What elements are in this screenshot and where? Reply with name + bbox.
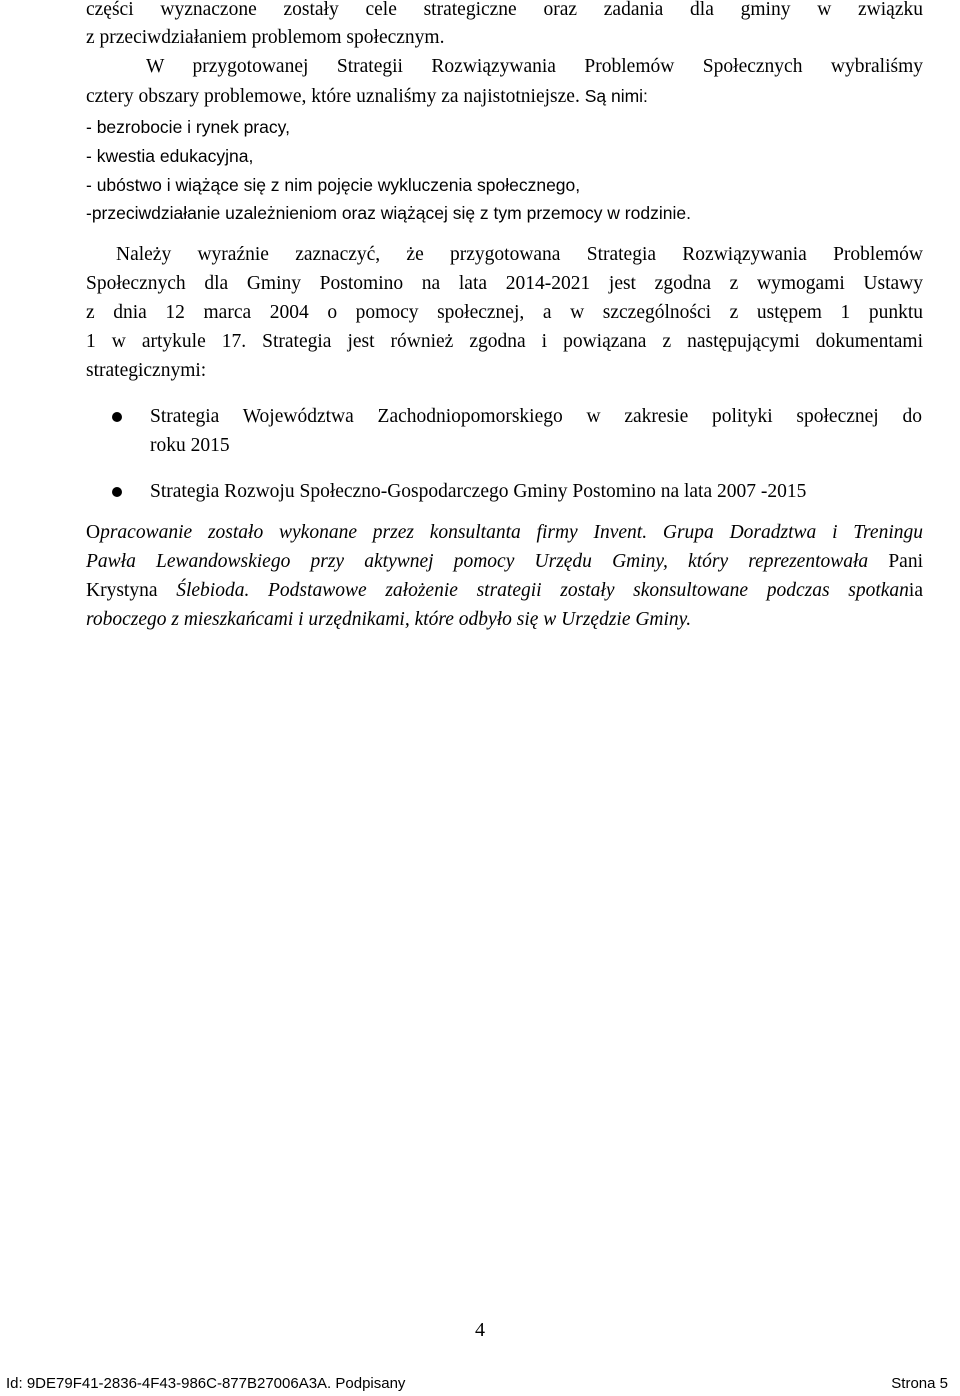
strategic-document-item-continuation: roku 2015 <box>150 435 230 456</box>
bullet-icon <box>112 412 122 422</box>
paragraph-3-line-3: z dnia 12 marca 2004 o pomocy społecznej, a w szczególności z ustępem 1 punktu <box>86 302 923 323</box>
footer-document-id: Id: 9DE79F41-2836-4F43-986C-877B27006A3A. Podpisany <box>6 1375 406 1392</box>
strategic-document-item: Strategia Województwa Zachodniopomorskiego w zakresie polityki społecznej do <box>150 406 922 427</box>
paragraph-3-line-5: strategicznymi: <box>86 360 207 381</box>
footer-page-label: Strona 5 <box>891 1375 948 1392</box>
page-number: 4 <box>475 1319 485 1341</box>
paragraph-2-line-2 <box>86 82 648 110</box>
closing-line-2-regular: Pani <box>868 551 924 572</box>
problem-area-item: - bezrobocie i rynek pracy, <box>86 117 290 137</box>
paragraph-3-line-1: Należy wyraźnie zaznaczyć, że przygotowana Strategia Rozwiązywania Problemów <box>116 244 923 265</box>
closing-line-1 <box>86 519 923 547</box>
problem-area-item: - ubóstwo i wiążące się z nim pojęcie wykluczenia społecznego, <box>86 175 581 195</box>
closing-line-3-regular-end: ia <box>908 580 923 601</box>
closing-line-1-italic: pracowanie zostało wykonane przez konsultanta firmy Invent. Grupa Doradztwa i Treningu <box>100 522 923 543</box>
intro-line-1: części wyznaczone zostały cele strategiczne oraz zadania dla gminy w związku <box>86 0 923 20</box>
intro-line-2: z przeciwdziałaniem problemom społecznym. <box>86 27 445 48</box>
bullet-icon <box>112 487 122 497</box>
closing-line-3-regular: Krystyna <box>86 580 177 601</box>
problem-area-item: - kwestia edukacyjna, <box>86 146 254 166</box>
strategic-document-item: Strategia Rozwoju Społeczno-Gospodarczego Gminy Postomino na lata 2007 -2015 <box>150 481 807 502</box>
closing-line-1-initial: O <box>86 522 101 543</box>
problem-area-item: -przeciwdziałanie uzależnieniom oraz wiążącej się z tym przemocy w rodzinie. <box>86 203 691 223</box>
paragraph-3-line-4: 1 w artykule 17. Strategia jest również zgodna i powiązana z następującymi dokumentami <box>86 331 923 352</box>
paragraph-2-line-1: W przygotowanej Strategii Rozwiązywania Problemów Społecznych wybraliśmy <box>146 56 923 77</box>
closing-line-4: roboczego z mieszkańcami i urzędnikami, które odbyło się w Urzędzie Gminy. <box>86 609 692 630</box>
paragraph-3-line-2: Społecznych dla Gminy Postomino na lata 2014-2021 jest zgodna z wymogami Ustawy <box>86 273 923 294</box>
paragraph-2-line-2-sans-text: Są nimi: <box>579 86 648 106</box>
paragraph-2-line-2-text: cztery obszary problemowe, które uznaliśmy za najistotniejsze. <box>86 86 580 107</box>
closing-line-3-italic: Ślebioda. Podstawowe założenie strategii zostały skonsultowane podczas spotkan <box>176 580 909 601</box>
closing-line-2-italic: Pawła Lewandowskiego przy aktywnej pomocy Urzędu Gminy, który reprezentowała <box>86 551 869 572</box>
closing-line-3 <box>86 577 923 605</box>
closing-line-2 <box>86 548 923 576</box>
